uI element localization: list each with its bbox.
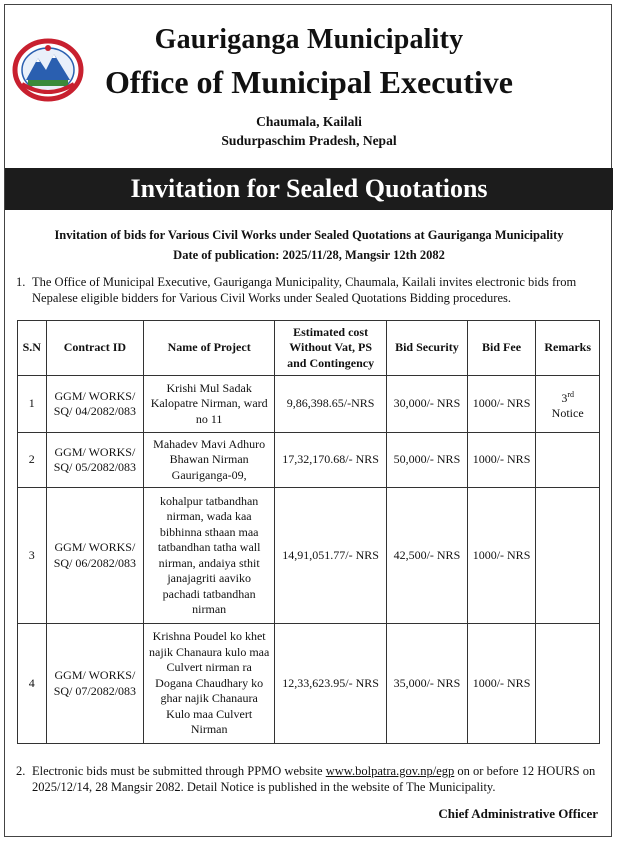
paragraph-2: [16, 763, 606, 795]
paragraph-1-number: 1.: [16, 275, 26, 289]
header-sn: S.N: [18, 321, 47, 376]
address-line-2: Sudurpaschim Pradesh, Nepal: [221, 133, 397, 148]
paragraph-1-text: The Office of Municipal Executive, Gauriganga Municipality, Chaumala, Kailali invites electronic bids from Nepalese eligible bidders for Various Civil Works under Sealed Quotations Bidding procedures.: [32, 275, 577, 305]
cell-sn: 4: [18, 624, 47, 744]
cell-remarks: [536, 624, 600, 744]
cell-estimated-cost: 9,86,398.65/-NRS: [275, 376, 387, 433]
address-line-1: Chaumala, Kailali: [256, 114, 362, 129]
paragraph-1: [16, 274, 606, 306]
publication-date: Date of publication: 2025/11/28, Mangsir 12th 2082: [173, 248, 445, 262]
cell-bid-fee: 1000/- NRS: [467, 376, 536, 433]
cell-contract-id: GGM/ WORKS/ SQ/ 07/2082/083: [46, 624, 144, 744]
paragraph-2-text-after: on or before 12 HOURS on 2025/12/14, 28 Mangsir 2082. Detail Notice is published in the website of The Municipality.: [32, 764, 596, 794]
header-estimated-cost: Estimated cost Without Vat, PS and Contingency: [275, 321, 387, 376]
header-bid-fee: Bid Fee: [467, 321, 536, 376]
header-contract-id: Contract ID: [46, 321, 144, 376]
cell-bid-security: 35,000/- NRS: [387, 624, 468, 744]
cell-contract-id: GGM/ WORKS/ SQ/ 05/2082/083: [46, 433, 144, 488]
cell-bid-fee: 1000/- NRS: [467, 624, 536, 744]
table-row: [18, 624, 600, 744]
remarks-ordinal: rd: [567, 389, 575, 399]
header-project: Name of Project: [144, 321, 275, 376]
table-row: [18, 376, 600, 433]
office-name: Office of Municipal Executive: [105, 64, 513, 100]
cell-estimated-cost: 17,32,170.68/- NRS: [275, 433, 387, 488]
header-remarks: Remarks: [536, 321, 600, 376]
cell-remarks: [536, 376, 600, 433]
subheading-line-1: Invitation of bids for Various Civil Works under Sealed Quotations at Gauriganga Municipality: [54, 228, 564, 242]
ppmo-website-link[interactable]: www.bolpatra.gov.np/egp: [325, 764, 455, 778]
cell-project: Mahadev Mavi Adhuro Bhawan Nirman Gauriganga-09,: [144, 433, 275, 488]
cell-contract-id: GGM/ WORKS/ SQ/ 04/2082/083: [46, 376, 144, 433]
cell-project: Krishna Poudel ko khet najik Chanaura kulo maa Culvert nirman ra Dogana Chaudhary ko ghar najik Chanaura Kulo maa Culvert Nirman: [144, 624, 275, 744]
cell-sn: 2: [18, 433, 47, 488]
cell-estimated-cost: 12,33,623.95/- NRS: [275, 624, 387, 744]
cell-bid-fee: 1000/- NRS: [467, 433, 536, 488]
cell-bid-security: 50,000/- NRS: [387, 433, 468, 488]
notice-title-banner: Invitation for Sealed Quotations: [5, 168, 613, 210]
cell-bid-security: 42,500/- NRS: [387, 488, 468, 624]
cell-sn: 1: [18, 376, 47, 433]
cell-contract-id: GGM/ WORKS/ SQ/ 06/2082/083: [46, 488, 144, 624]
bids-table: [17, 320, 600, 744]
remarks-number: 3: [561, 390, 568, 405]
table-row: [18, 433, 600, 488]
paragraph-2-text-before: Electronic bids must be submitted through PPMO website: [32, 764, 326, 778]
table-row: [18, 488, 600, 624]
cell-sn: 3: [18, 488, 47, 624]
cell-remarks: [536, 488, 600, 624]
signature-title: Chief Administrative Officer: [438, 806, 598, 821]
cell-project: Krishi Mul Sadak Kalopatre Nirman, ward no 11: [144, 376, 275, 433]
municipality-name: Gauriganga Municipality: [154, 24, 464, 55]
remarks-text: Notice: [551, 406, 584, 420]
header-bid-security: Bid Security: [387, 321, 468, 376]
cell-remarks: [536, 433, 600, 488]
paragraph-2-number: 2.: [16, 764, 26, 778]
table-header-row: [18, 321, 600, 376]
cell-bid-security: 30,000/- NRS: [387, 376, 468, 433]
cell-project: kohalpur tatbandhan nirman, wada kaa bibhinna sthaan maa tatbandhan tatha wall nirman, andaiya sthit janajagriti aaviko pachadi tatbandhan nirman: [144, 488, 275, 624]
cell-bid-fee: 1000/- NRS: [467, 488, 536, 624]
cell-estimated-cost: 14,91,051.77/- NRS: [275, 488, 387, 624]
paragraph-2-text: [32, 763, 606, 795]
